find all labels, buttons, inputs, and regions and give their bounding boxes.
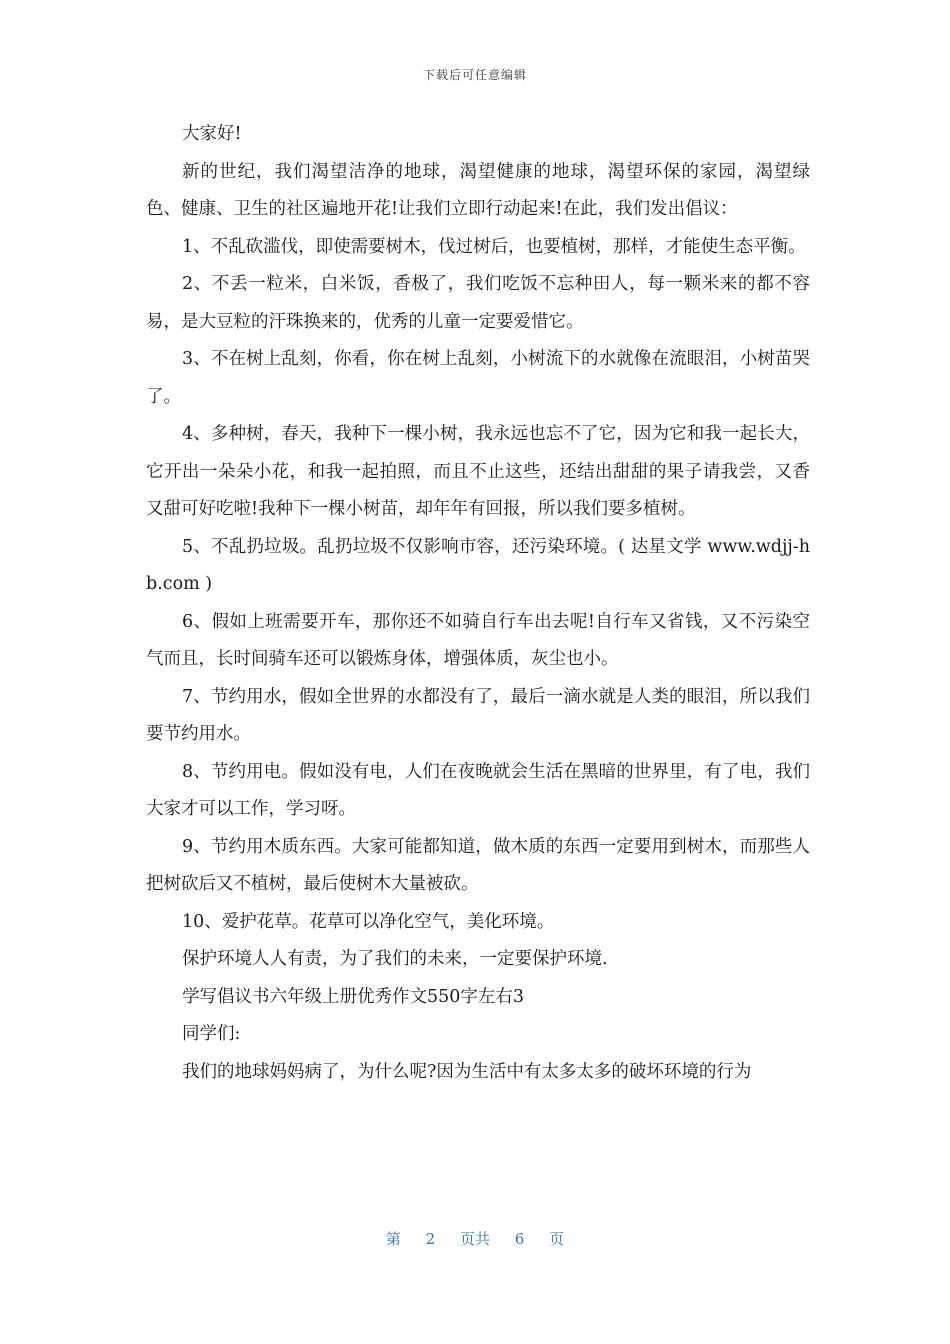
paragraph-item-6: 6、假如上班需要开车，那你还不如骑自行车出去呢!自行车又省钱，又不污染空气而且，长时间骑车还可以锻炼身体，增强体质，灰尘也小。 (146, 611, 810, 669)
paragraph-item-7: 7、节约用水，假如全世界的水都没有了，最后一滴水就是人类的眼泪，所以我们要节约用水。 (146, 686, 810, 744)
footer-middle: 页共 (459, 1230, 490, 1248)
paragraph-item-9: 9、节约用木质东西。大家可能都知道，做木质的东西一定要用到树木，而那些人把树砍后又不植树，最后使树木大量被砍。 (146, 836, 810, 894)
footer-prefix: 第 (385, 1230, 401, 1248)
paragraph-item-2: 2、不丢一粒米，白米饭，香极了，我们吃饭不忘种田人，每一颗米来的都不容易，是大豆粒的汗珠换来的，优秀的儿童一定要爱惜它。 (146, 274, 810, 332)
paragraph-item-1: 1、不乱砍滥伐，即使需要树木，伐过树后，也要植树，那样，才能使生态平衡。 (182, 236, 806, 257)
section-heading: 学写倡议书六年级上册优秀作文550字左右3 (182, 986, 525, 1007)
paragraph-salutation: 同学们: (182, 1024, 241, 1044)
document-body (146, 116, 810, 1091)
paragraph-closing: 保护环境人人有责，为了我们的未来，一定要保护环境. (182, 949, 608, 969)
footer-suffix: 页 (549, 1230, 565, 1248)
paragraph-item-3: 3、不在树上乱刻，你看，你在树上乱刻，小树流下的水就像在流眼泪，小树苗哭了。 (146, 349, 810, 407)
paragraph-body-start: 我们的地球妈妈病了，为什么呢?因为生活中有太多太多的破坏环境的行为 (182, 1061, 752, 1082)
page-header: 下载后可任意编辑 (422, 68, 527, 82)
paragraph-intro: 新的世纪，我们渴望洁净的地球，渴望健康的地球，渴望环保的家园，渴望绿色、健康、卫生的社区遍地开花!让我们立即行动起来!在此，我们发出倡议： (146, 161, 810, 219)
paragraph-item-5: 5、不乱扔垃圾。乱扔垃圾不仅影响市容，还污染环境。( 达星文学 www.wdjj-hb.com ) (146, 536, 810, 594)
page-footer (0, 1228, 950, 1249)
footer-total-pages: 6 (514, 1230, 525, 1248)
paragraph-item-4: 4、多种树，春天，我种下一棵小树，我永远也忘不了它，因为它和我一起长大，它开出一朵朵小花，和我一起拍照，而且不止这些，还结出甜甜的果子请我尝，又香又甜可好吃啦!我种下一棵小树苗，却年年有回报，所以我们要多植树。 (146, 424, 810, 519)
paragraph-greeting: 大家好! (182, 124, 242, 144)
footer-current-page: 2 (425, 1230, 436, 1248)
paragraph-item-10: 10、爱护花草。花草可以净化空气，美化环境。 (182, 911, 555, 932)
paragraph-item-8: 8、节约用电。假如没有电，人们在夜晚就会生活在黑暗的世界里，有了电，我们大家才可以工作，学习呀。 (146, 761, 810, 819)
